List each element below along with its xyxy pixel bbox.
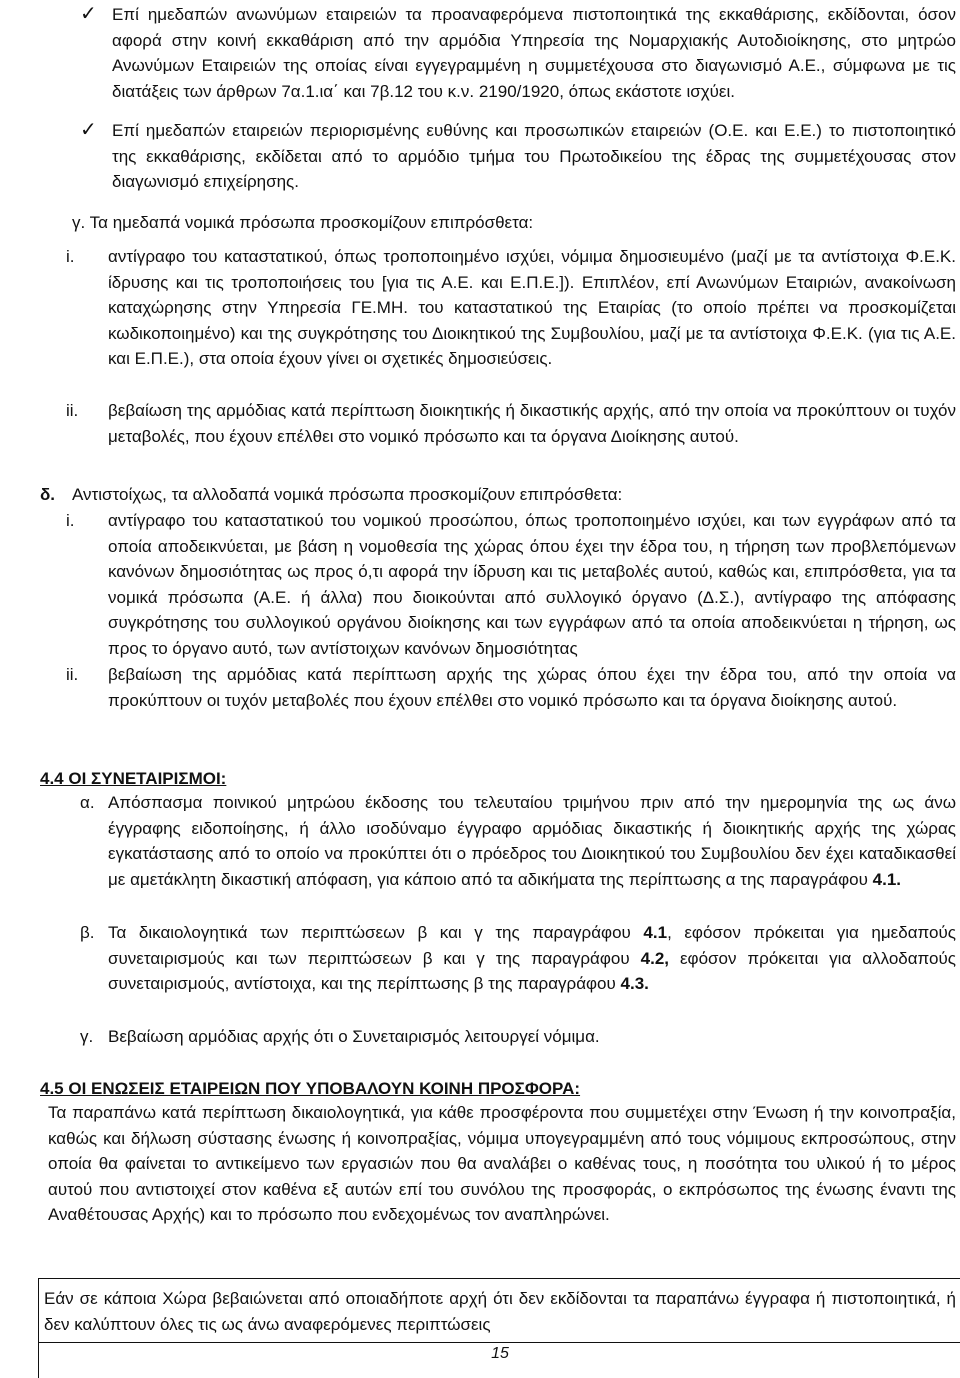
boxed-note-text: Εάν σε κάποια Χώρα βεβαιώνεται από οποιαδήποτε αρχή ότι δεν εκδίδονται τα παραπάνω έγγραφα ή πιστοποιητικά, ή δεν καλύπτουν όλες τις ως άνω αναφερόμενες περιπτώσεις <box>44 1289 956 1334</box>
list-item-label: α. <box>80 793 95 812</box>
list-item-label: i. <box>66 247 75 266</box>
section-45-body <box>48 1100 956 1228</box>
section-44-item-b-ref-1: 4.1 <box>643 923 668 942</box>
bullet-paragraph-2 <box>112 118 956 195</box>
section-44-item-b <box>108 920 956 997</box>
section-44-item-b-ref-2: 4.2, <box>640 948 669 968</box>
section-44-item-a-text: Απόσπασμα ποινικού μητρώου έκδοσης του τελευταίου τριμήνου πριν από την ημερομηνία της ως άνω έγγραφης ειδοποίησης, ή άλλο ισοδύναμο έγγραφο αρμόδιας δικαστικής ή διοικητικής αρχής της χώρας εγκατάστασης από το οποίο να προκύπτει ότι ο πρόεδρος του Διοικητικού του Συμβουλίου δεν έχει καταδικασθεί με αμετάκλητη δικαστική απόφαση, για κάποιο από τα αδικήματα της περίπτωσης α της παραγράφου <box>108 793 956 889</box>
section-c-heading-text: γ. Τα ημεδαπά νομικά πρόσωπα προσκομίζουν επιπρόσθετα: <box>72 213 534 232</box>
section-44-item-a-ref: 4.1. <box>872 869 902 889</box>
section-d-item-2 <box>108 662 956 713</box>
section-44-item-a <box>108 790 956 892</box>
section-45-title-text: 4.5 ΟΙ ΕΝΩΣΕΙΣ ΕΤΑΙΡΕΙΩΝ ΠΟΥ ΥΠΟΒΑΛΟΥΝ ΚΟΙΝΗ ΠΡΟΣΦΟΡΑ: <box>40 1079 581 1098</box>
footer-divider <box>38 1342 960 1343</box>
list-item-label: ii. <box>66 665 79 684</box>
section-44-item-c <box>108 1024 956 1050</box>
section-44-item-b-para <box>108 920 956 997</box>
section-44-item-c-text: Βεβαίωση αρμόδιας αρχής ότι ο Συνεταιρισμός λειτουργεί νόμιμα. <box>108 1027 600 1046</box>
page-number: 15 <box>491 1345 509 1362</box>
section-c-item-2 <box>108 398 956 449</box>
section-d-label: δ. <box>40 485 56 504</box>
section-44-title-text: 4.4 ΟΙ ΣΥΝΕΤΑΙΡΙΣΜΟΙ: <box>40 769 227 788</box>
section-44-item-b-text-1: Τα δικαιολογητικά των περιπτώσεων β και γ της παραγράφου <box>108 923 631 942</box>
section-d-item-1 <box>108 508 956 662</box>
section-d-item-2-text: βεβαίωση της αρμόδιας κατά περίπτωση αρχής της χώρας όπου έχει την έδρα του, από την οποία να προκύπτουν οι τυχόν μεταβολές που έχουν επέλθει στο νομικό πρόσωπο και τα όργανα διοίκησης αυτού. <box>108 665 956 710</box>
section-45-body-text: Τα παραπάνω κατά περίπτωση δικαιολογητικά, για κάθε προσφέροντα που συμμετέχει στην Ένωση ή την κοινοπραξία, καθώς και δήλωση σύστασης ένωσης ή κοινοπραξίας, νόμιμα υπογεγραμμένη από τους νόμιμους εκπροσώπους, στην οποία θα φαίνεται το αντικείμενο των εργασιών που θα αναλάβει ο καθένας τους, η ποσότητα του υλικού ή το μέρος αυτού που αντιστοιχεί στον καθένα εξ αυτών επί του συνόλου της προσφοράς, ο εκπρόσωπος της ένωσης έναντι της Αναθέτουσας Αρχής) και το πρόσωπο που ενδεχομένως τον αναπληρώνει. <box>48 1103 956 1225</box>
section-44-title <box>40 766 640 792</box>
section-44-item-a-para <box>108 790 956 892</box>
bullet-paragraph-1 <box>112 2 956 104</box>
section-c-item-1 <box>108 244 956 372</box>
section-d-heading-text: Αντιστοίχως, τα αλλοδαπά νομικά πρόσωπα προσκομίζουν επιπρόσθετα: <box>72 485 623 504</box>
section-d-heading <box>72 482 952 508</box>
section-45-title <box>40 1076 940 1102</box>
checkmark-icon: ✓ <box>80 3 97 25</box>
checkmark-icon: ✓ <box>80 119 97 141</box>
list-item-label: β. <box>80 923 95 942</box>
section-d-item-1-text: αντίγραφο του καταστατικού του νομικού προσώπου, όπως τροποποιημένο ισχύει, και των εγγράφων από τα οποία αποδεικνύεται, με βάση η νομοθεσία της χώρας όπου έχει την έδρα του, η τήρηση των προβλεπόμενων κανόνων δημοσιότητας ως προς ό,τι αφορά την ίδρυση και τις μεταβολές αυτού, καθώς και, επιπρόσθετα, για τα νομικά πρόσωπα (Α.Ε. ή άλλα) που διοικούνται από συλλογικό όργανο (Δ.Σ.), αντίγραφο της απόφασης συγκρότησης του συλλογικού οργάνου διοίκησης και των εγγράφων από τα οποία αποδεικνύεται η τήρηση, ως προς το όργανο αυτό, των αντίστοιχων κανόνων δημοσιότητας <box>108 511 956 658</box>
bullet-1-text: Επί ημεδαπών ανωνύμων εταιρειών τα προαναφερόμενα πιστοποιητικά της εκκαθάρισης, εκδίδονται, όσον αφορά στην κοινή εκκαθάριση από την αρμόδια Υπηρεσία της Νομαρχιακής Αυτοδιοίκησης, στο μητρώο Ανωνύμων Εταιρειών της οποίας είναι εγγεγραμμένη η συμμετέχουσα στο διαγωνισμό Α.Ε., σύμφωνα με τις διατάξεις των άρθρων 7α.1.ια΄ και 7β.12 του κ.ν. 2190/1920, όπως εκάστοτε ισχύει. <box>112 5 956 101</box>
list-item-label: γ. <box>80 1027 94 1046</box>
boxed-note <box>44 1286 956 1337</box>
section-44-item-b-text-3: εφόσον πρόκειται για αλλοδαπούς συνεταιρισμούς, αντίστοιχα, και της περίπτωσης β της παραγράφου <box>108 948 956 994</box>
list-item-label: i. <box>66 511 75 530</box>
section-c-item-1-text: αντίγραφο του καταστατικού, όπως τροποποιημένο ισχύει, νόμιμα δημοσιευμένο (μαζί με τα αντίστοιχα Φ.Ε.Κ. ίδρυσης και τις τροποποιήσεις του [για τις Α.Ε. και Ε.Π.Ε.]). Επιπλέον, επί Ανωνύμων Εταιριών, ανακοίνωση καταχώρησης στην Υπηρεσία ΓΕ.ΜΗ. του καταστατικού της Εταιρίας (το οποίο πρέπει να προσκομίζεται κωδικοποιημένο) και της συγκρότησης του Διοικητικού της Συμβουλίου, μαζί με τα αντίστοιχα Φ.Ε.Κ. (για τις Α.Ε. και Ε.Π.Ε.), στα οποία έχουν γίνει οι σχετικές δημοσιεύσεις. <box>108 247 956 369</box>
list-item-label: ii. <box>66 401 79 420</box>
section-44-item-b-ref-3: 4.3. <box>620 974 649 994</box>
bullet-2-text: Επί ημεδαπών εταιρειών περιορισμένης ευθύνης και προσωπικών εταιρειών (Ο.Ε. και Ε.Ε.) το πιστοποιητικό της εκκαθάρισης, εκδίδεται από το αρμόδιο τμήμα του Πρωτοδικείου της έδρας της συμμετέχουσας στον διαγωνισμό επιχείρησης. <box>112 121 956 192</box>
section-c-heading <box>72 210 952 236</box>
section-44-item-b-text-2: , εφόσον πρόκειται για ημεδαπούς συνεταιρισμούς και των περιπτώσεων β και γ της παραγράφου <box>108 923 956 968</box>
section-c-item-2-text: βεβαίωση της αρμόδιας κατά περίπτωση διοικητικής ή δικαστικής αρχής, από την οποία να προκύπτουν οι τυχόν μεταβολές, που έχουν επέλθει στο νομικό πρόσωπο και τα όργανα Διοίκησης αυτού. <box>108 401 956 446</box>
